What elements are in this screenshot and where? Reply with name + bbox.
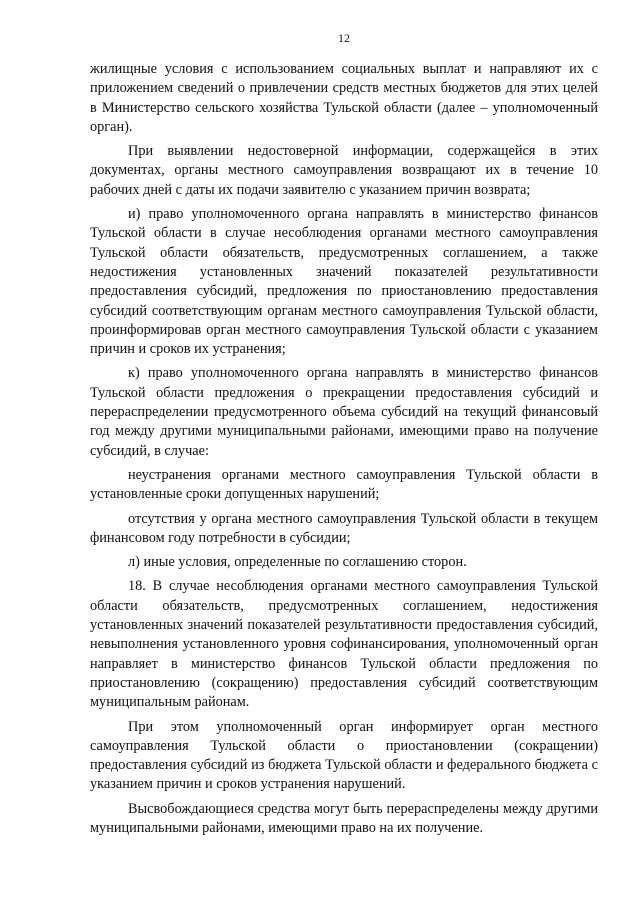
paragraph: При выявлении недостоверной информации, содержащейся в этих документах, органы местного самоуправления возвращают их в течение 10 рабочих дней с даты их подачи заявителю с указанием причин возврата; — [90, 143, 598, 198]
paragraph: 18. В случае несоблюдения органами местного самоуправления Тульской области обязательств, предусмотренных соглашением, недостижения установленных значений показателей результативности предоставления субсидий, невыполнения установленного уровня софинансирования, уполномоченный орган направляет в министерство финансов Тульской области предложения по приостановлению (сокращению) предоставления субсидий соответствующим муниципальным районам. — [90, 578, 598, 711]
paragraph: неустранения органами местного самоуправления Тульской области в установленные сроки допущенных нарушений; — [90, 466, 598, 503]
document-page — [90, 30, 598, 843]
document-body — [90, 60, 598, 838]
paragraph: При этом уполномоченный орган информирует орган местного самоуправления Тульской области о приостановлении (сокращении) предоставления субсидий из бюджета Тульской области и федерального бюджета с указанием причин и сроков устранения нарушений. — [90, 718, 598, 793]
paragraph: жилищные условия с использованием социальных выплат и направляют их с приложением сведений о привлечении средств местных бюджетов для этих целей в Министерство сельского хозяйства Тульской области (далее – уполномоченный орган). — [90, 61, 598, 135]
page-number: 12 — [338, 31, 350, 45]
paragraph: л) иные условия, определенные по соглашению сторон. — [128, 554, 467, 571]
paragraph: Высвобождающиеся средства могут быть перераспределены между другими муниципальными районами, имеющими право на их получение. — [90, 800, 598, 836]
paragraph: и) право уполномоченного органа направлять в министерство финансов Тульской области в случае несоблюдения органами местного самоуправления Тульской области обязательств, предусмотренных соглашением, а также недостижения установленных значений показателей результативности предоставления субсидий, предложения по приостановлению предоставления субсидий соответствующим органам местного самоуправления Тульской области, проинформировав орган местного самоуправления Тульской области с указанием причин и сроков их устранения; — [90, 206, 598, 358]
paragraph: отсутствия у органа местного самоуправления Тульской области в текущем финансовом году потребности в субсидии; — [90, 510, 598, 546]
paragraph: к) право уполномоченного органа направлять в министерство финансов Тульской области предложения о прекращении предоставления субсидий и перераспределении предусмотренного объема субсидий на текущий финансовый год между другими муниципальными районами, имеющими право на получение субсидий, в случае: — [90, 365, 598, 459]
